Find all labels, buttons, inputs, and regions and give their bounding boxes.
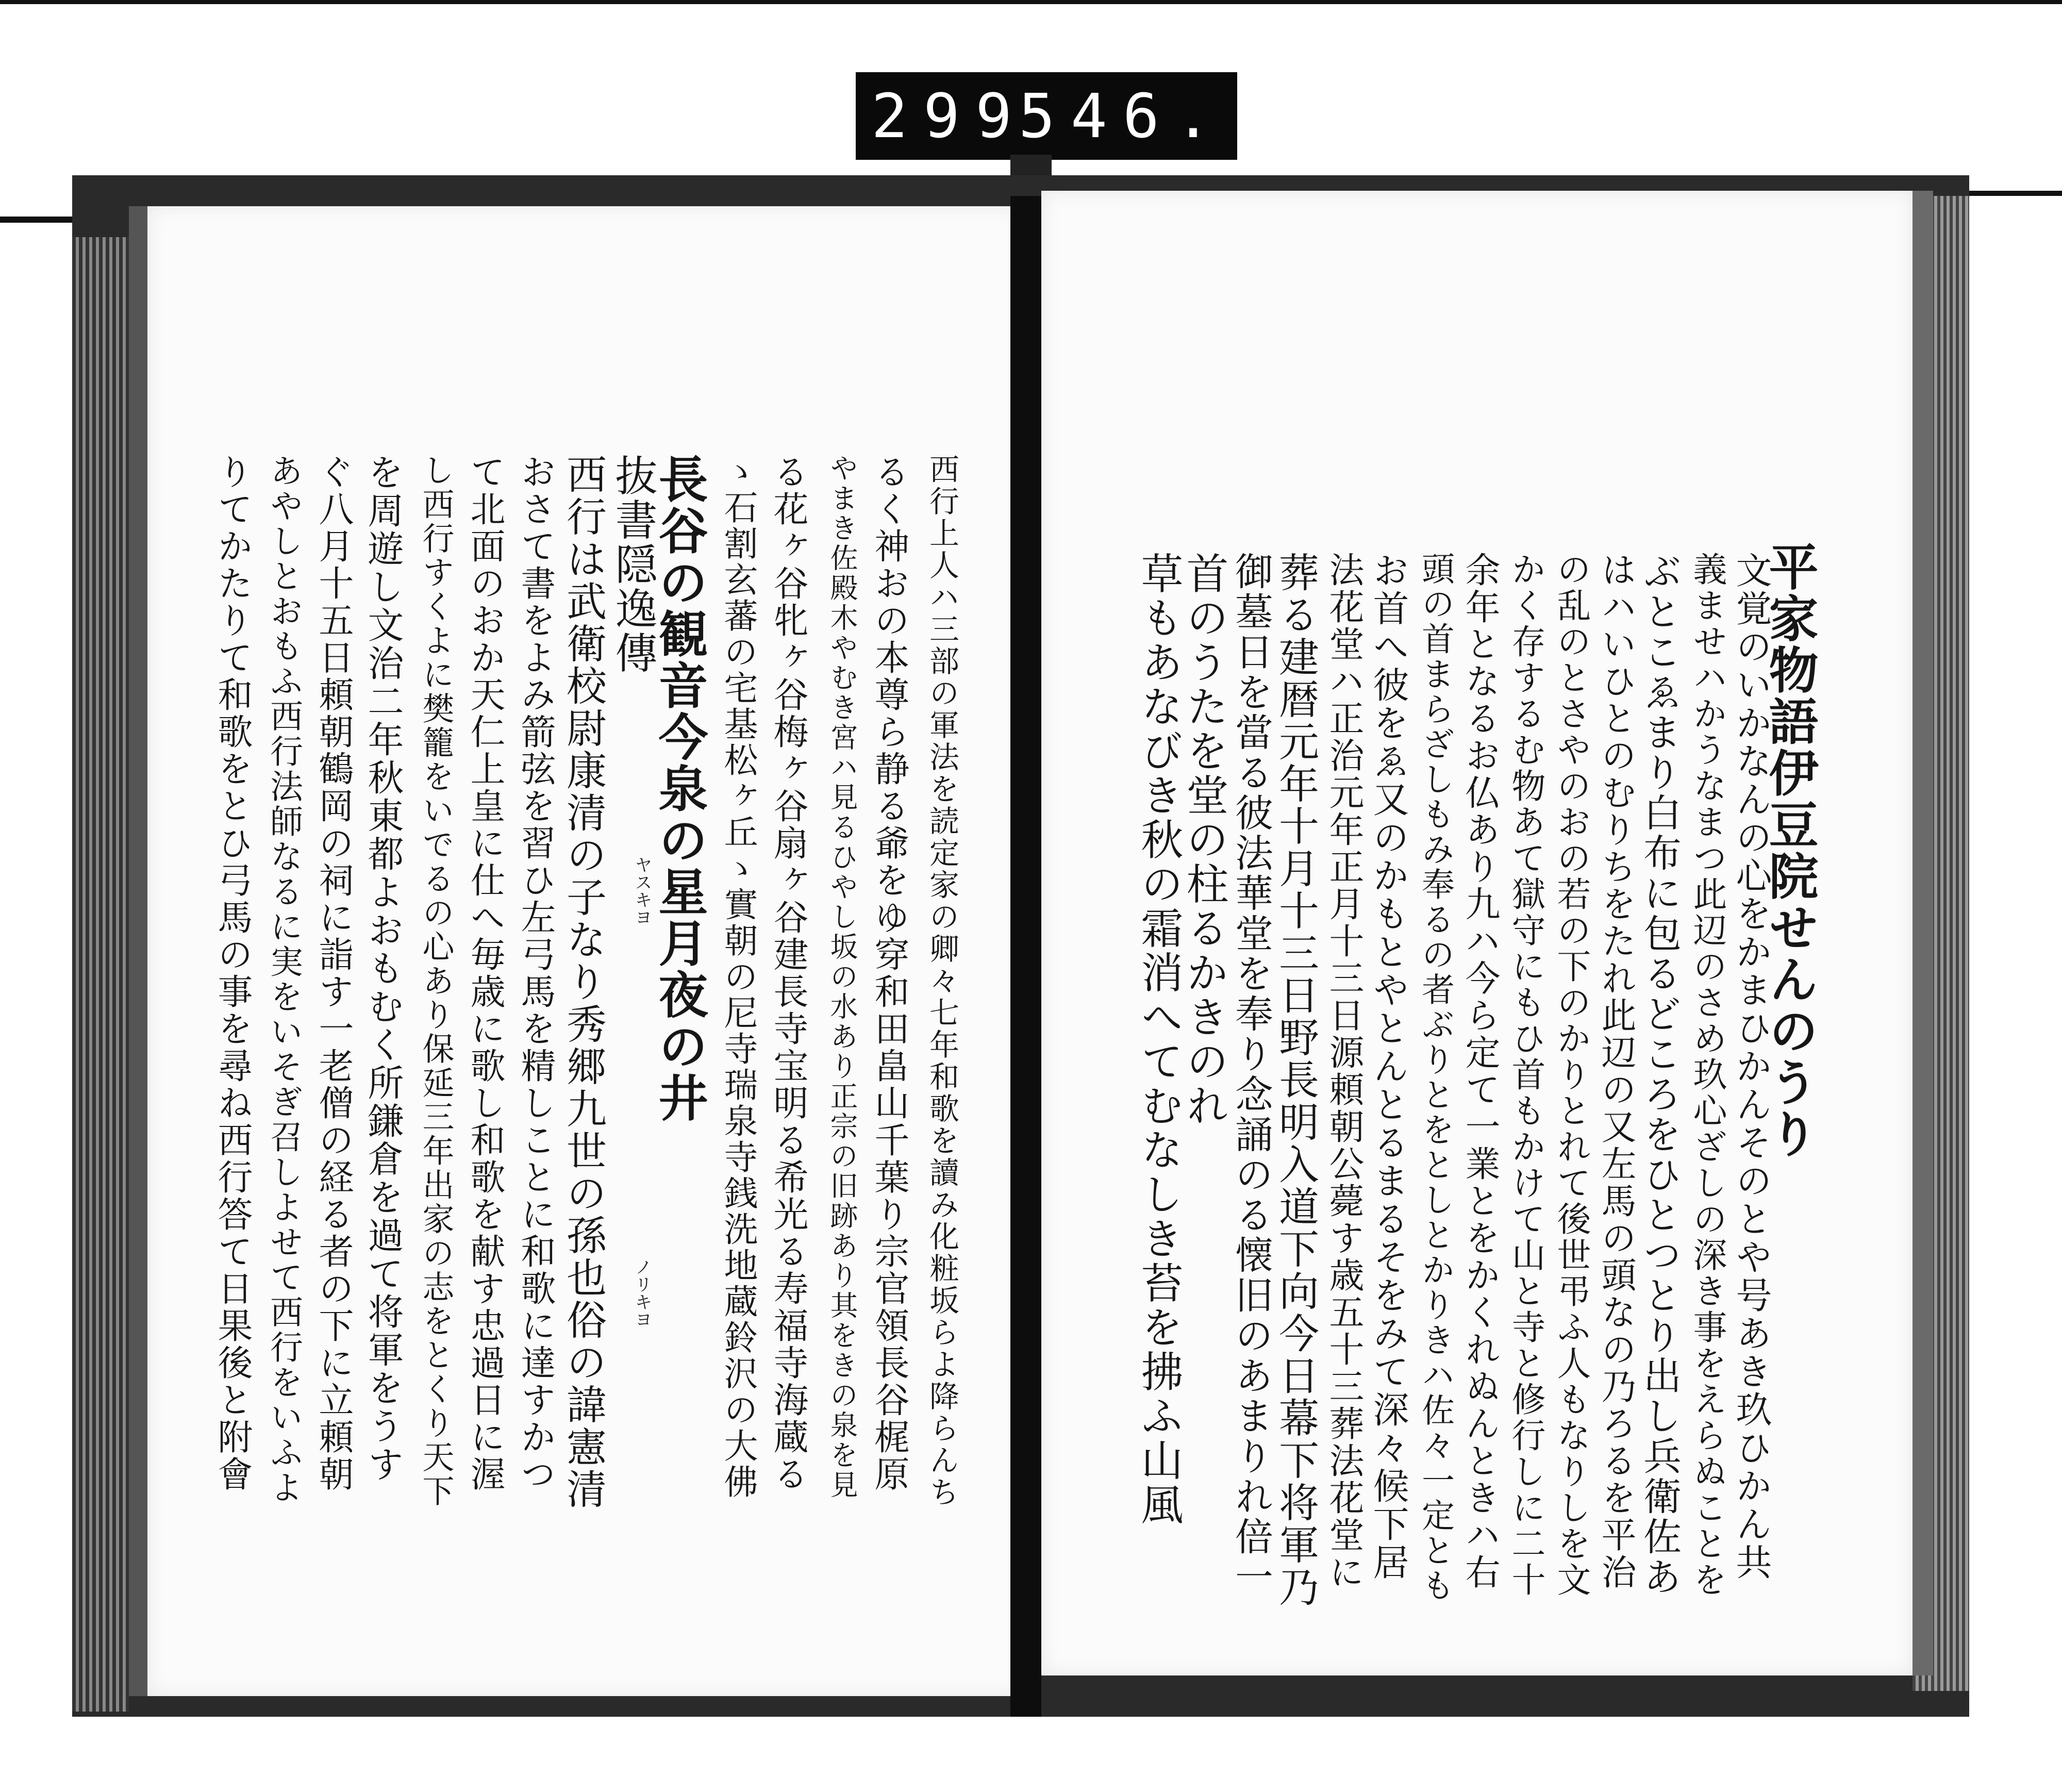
right-page bbox=[1041, 191, 1933, 1675]
text-column: の乱のとさやのおの若の下のかりとれて後世弔ふ人もなりしを文 bbox=[1551, 552, 1591, 1598]
text-column: 頭の首まらざしもみ奉るの者ぶりとをとしとかりきハ佐々一定とも bbox=[1416, 552, 1454, 1603]
text-column: 首のうたを堂の柱るかきのれ bbox=[1179, 552, 1228, 1128]
call-number-label bbox=[856, 72, 1237, 160]
text-column: かく存するむ物あて獄守にもひ首もかけて山と寺と修行しに二十 bbox=[1506, 552, 1545, 1598]
text-column: 抜書隠逸傳 bbox=[608, 454, 657, 675]
text-column: 西行上人ハ三部の軍法を読定家の卿々七年和歌を讀み化粧坂らよ降らんち bbox=[924, 454, 959, 1508]
book-gutter bbox=[1010, 196, 1041, 1717]
text-column: る花ヶ谷牝ヶ谷梅ヶ谷扇ヶ谷建長寺宝明る希光る寿福寺海蔵る bbox=[768, 454, 808, 1493]
text-column: りてかたりて和歌をとひ弓馬の事を尋ね西行答て日果後と附會 bbox=[212, 454, 253, 1493]
text-column: やまき佐殿木やむき宮ハ見るひやし坂の水あり正宗の旧跡あり其をきの泉を見 bbox=[826, 454, 858, 1500]
text-column: 余年となるお仏あり九ハ今ら定て一業とをかくれぬんときハ右 bbox=[1459, 552, 1500, 1591]
furigana-gloss: ヤスキヨ bbox=[631, 856, 652, 926]
open-book bbox=[72, 175, 1969, 1717]
text-column: 草もあなびき秋の霜消へてむなしき苔を拂ふ山風 bbox=[1134, 552, 1183, 1527]
text-column: あやしとおもふ西行法師なるに実をいそぎ召しよせて西行をいふよ bbox=[264, 454, 303, 1505]
text-column: ぐ八月十五日頼朝鶴岡の祠に詣す一老僧の経る者の下に立頼朝 bbox=[313, 454, 354, 1493]
top-rule bbox=[0, 0, 2062, 4]
text-column: るく神おの本尊ら静る爺をゆ穿和田畠山千葉り宗官領長谷梶原 bbox=[869, 454, 909, 1493]
label-left-number: 299 bbox=[871, 80, 1028, 152]
text-column: はハいひとのむりちをたれ此辺の又左馬の頭なの乃ろるを平治 bbox=[1595, 552, 1636, 1591]
left-page bbox=[129, 206, 1024, 1696]
text-column: おさて書をよみ箭弦を習ひ左弓馬を精しことに和歌に達すかつ bbox=[515, 454, 556, 1493]
text-column: 法花堂ハ正治元年正月十三日源頼朝公薨す歳五十三葬法花堂に bbox=[1323, 552, 1364, 1591]
text-column: 御墓日を當る彼法華堂を奉り念誦のる懐旧のあまりれ倍一 bbox=[1229, 552, 1273, 1597]
text-column: ぶとこゑまり白布に包るどころをひとつとり出し兵衛佐あ bbox=[1637, 552, 1682, 1597]
column-heading: 平家物語伊豆院せんのうり bbox=[1761, 541, 1819, 1160]
page-edges-left bbox=[72, 237, 129, 1712]
text-column: て北面のおか天仁上皇に仕へ毎歳に歌し和歌を献す忠過日に渥 bbox=[464, 454, 505, 1493]
text-column: 葬る建暦元年十月十三日野長明入道下向今日幕下将軍乃 bbox=[1272, 552, 1319, 1608]
text-column: し西行すくよに樊籠をいでるの心あり保延三年出家の志をとくり天下 bbox=[417, 454, 455, 1508]
scanner-edge-left bbox=[0, 217, 72, 223]
text-column: 西行は武衛校尉康清の子なり秀郷九世の孫也俗の諱憲清 bbox=[560, 454, 606, 1511]
furigana-gloss: ノリキヨ bbox=[631, 1258, 652, 1328]
text-column: 文覚のいかなんの心をかまひかんそのとや号あき玖ひかん共 bbox=[1730, 552, 1772, 1582]
text-column: を周遊し文治二年秋東都よおもむく所鎌倉を過て将軍をうす bbox=[362, 454, 404, 1484]
text-column: 義ませハかうなまつ此辺のさめ玖心ざしの深き事をえらぬことを bbox=[1687, 552, 1727, 1598]
text-column: ゝ石割玄蕃の宅基松ヶ丘ゝ實朝の尼寺瑞泉寺銭洗地蔵鈴沢の大佛 bbox=[718, 454, 758, 1500]
column-heading: 長谷の観音今泉の星月夜の井 bbox=[651, 454, 709, 1124]
label-right-number: 546. bbox=[1018, 80, 1227, 152]
text-column: お首へ彼をゑ又のかもとやとんとるまるそをみて深々候下居 bbox=[1367, 552, 1409, 1582]
